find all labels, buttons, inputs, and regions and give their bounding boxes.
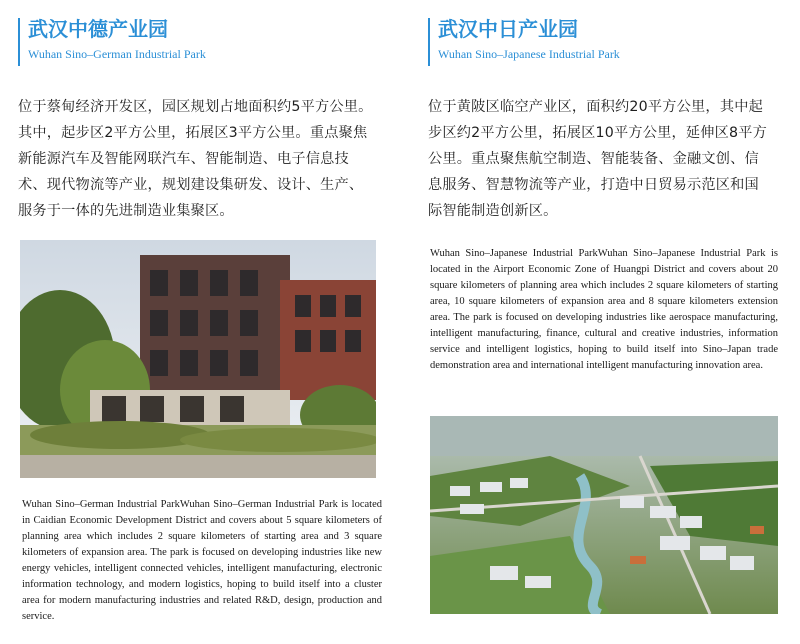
left-cn-line-3: 新能源汽车及智能网联汽车、智能制造、电子信息技 — [18, 151, 349, 167]
left-cn-line-2: 其中，起步区2平方公里，拓展区3平方公里。重点聚焦 — [18, 125, 368, 141]
left-english-body: Wuhan Sino–German Industrial ParkWuhan Sino–German Industrial Park is located in Caidian Economic Development District and covers about 5 square kilometers of planning area which includes 2 square kilometers of starting area and 3 square kilometers of expansion area. The park is focused on developing industries like new energy vehicles, intelligent connected vehicles, intelligent manufacturing, electronic information technology, and modern logistics, hoping to build itself into a cluster area for modern manufacturing industries and related R&D, design, production and service. — [22, 499, 382, 622]
sino-japanese-park-aerial-render — [430, 416, 778, 614]
right-title-accent-bar — [428, 18, 430, 66]
left-chinese-body — [18, 94, 373, 224]
right-title-chinese: 武汉中日产业园 — [438, 17, 578, 41]
left-title-accent-bar — [18, 18, 20, 66]
left-title-block — [18, 16, 206, 66]
right-cn-line-2: 步区约2平方公里，拓展区10平方公里，延伸区8平方 — [428, 125, 768, 141]
left-title-english: Wuhan Sino–German Industrial Park — [28, 47, 206, 61]
right-cn-line-3: 公里。重点聚焦航空制造、智能装备、金融文创、信 — [428, 151, 759, 167]
left-title-chinese: 武汉中德产业园 — [28, 17, 168, 41]
right-title-block — [428, 16, 620, 66]
left-cn-line-4: 术、现代物流等产业，规划建设集研发、设计、生产、 — [18, 177, 364, 193]
right-cn-line-5: 际智能制造创新区。 — [428, 203, 558, 219]
left-cn-line-5: 服务于一体的先进制造业集聚区。 — [18, 203, 234, 219]
right-english-body: Wuhan Sino–Japanese Industrial ParkWuhan Sino–Japanese Industrial Park is located in the Airport Economic Zone of Huangpi District and covers about 20 square kilometers of planning area which includes 2 square kilometers of starting area, 10 square kilometers of expansion area and 8 square kilometers extension area. The park is focused on developing industries like aerospace manufacturing, intelligent manufacturing, finance, cultural and creative industries, information service and intelligent logistics, hoping to build itself into Sino–Japan trade demonstration area and international intelligent manufacturing innovation area. — [430, 248, 778, 371]
right-cn-line-4: 息服务、智慧物流等产业，打造中日贸易示范区和国 — [428, 177, 759, 193]
sino-german-park-photo — [20, 240, 376, 478]
right-cn-line-1: 位于黄陂区临空产业区，面积约20平方公里，其中起 — [428, 99, 763, 115]
right-title-english: Wuhan Sino–Japanese Industrial Park — [438, 47, 620, 61]
left-cn-line-1: 位于蔡甸经济开发区，园区规划占地面积约5平方公里。 — [18, 99, 373, 115]
right-chinese-body — [428, 94, 767, 224]
